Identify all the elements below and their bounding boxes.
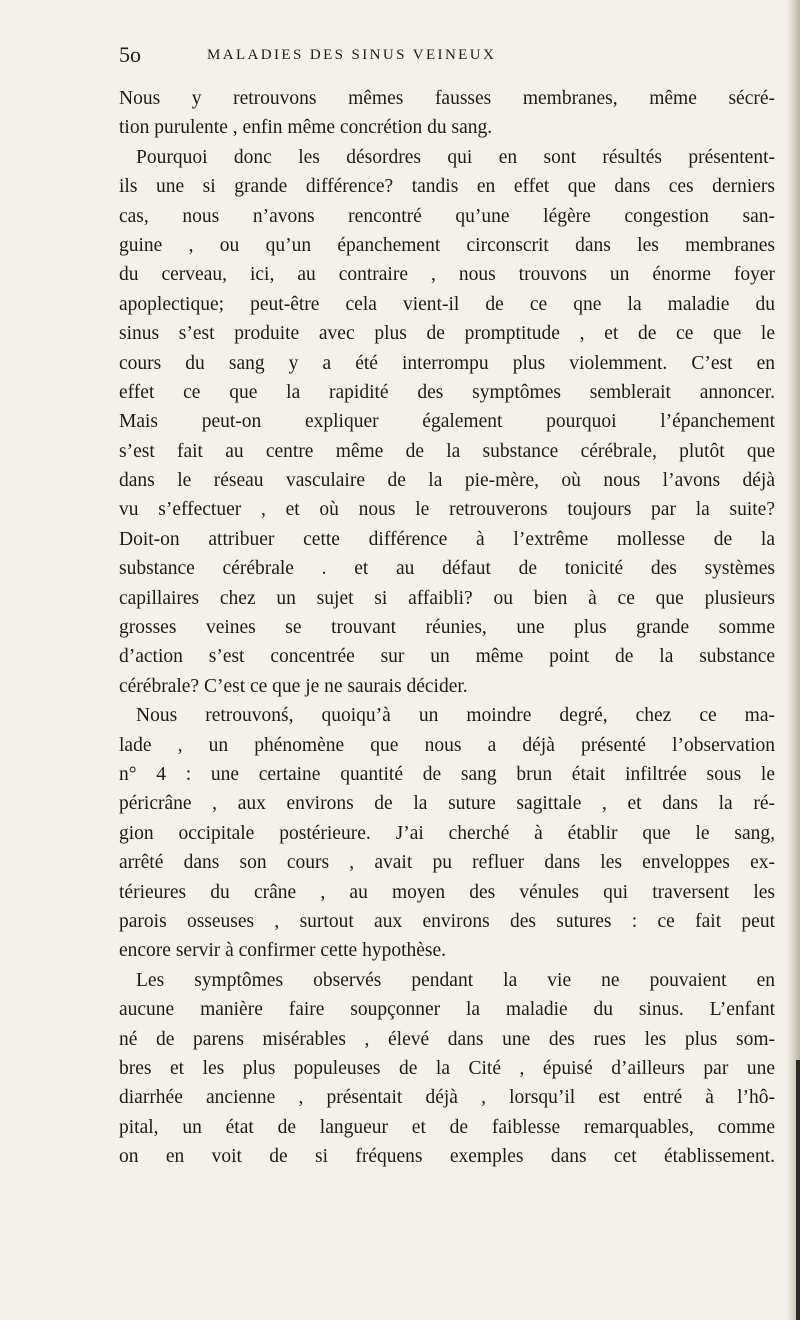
text-line: tion purulente , enfin même concrétion du sang.	[119, 117, 493, 139]
body-text	[119, 84, 775, 1171]
text-line: aucune manière faire soupçonner la maladie du sinus. L’enfant	[119, 999, 775, 1021]
text-line: capillaires chez un sujet si affaibli? ou bien à ce que plusieurs	[119, 587, 775, 609]
text-line: guine , ou qu’un épanchement circonscrit dans les membranes	[119, 234, 775, 256]
text-line: parois osseuses , surtout aux environs des sutures : ce fait peut	[119, 910, 775, 932]
text-line: bres et les plus populeuses de la Cité , épuisé d’ailleurs par une	[119, 1057, 775, 1079]
text-line: Mais peut-on expliquer également pourquoi l’épanchement	[119, 411, 775, 433]
text-line: du cerveau, ici, au contraire , nous trouvons un énorme foyer	[119, 264, 775, 286]
text-line: Pourquoi donc les désordres qui en sont résultés présentent-	[136, 146, 775, 168]
text-line: térieures du crâne , au moyen des vénules qui traversent les	[119, 881, 775, 903]
text-line: Nous retrouvonś, quoiqu’à un moindre degré, chez ce ma-	[136, 705, 775, 727]
text-line: s’est fait au centre même de la substance cérébrale, plutôt que	[119, 440, 775, 462]
text-line: gion occipitale postérieure. J’ai cherché à établir que le sang,	[119, 822, 775, 844]
text-line: cérébrale? C’est ce que je ne saurais décider.	[119, 675, 468, 697]
text-line: grosses veines se trouvant réunies, une plus grande somme	[119, 617, 775, 639]
text-line: péricrâne , aux environs de la suture sagittale , et dans la ré-	[119, 793, 775, 815]
text-line: pital, un état de langueur et de faiblesse remarquables, comme	[119, 1116, 775, 1138]
text-line: dans le réseau vasculaire de la pie-mère, où nous l’avons déjà	[119, 470, 775, 492]
text-line: apoplectique; peut-être cela vient-il de ce qne la maladie du	[119, 293, 775, 315]
text-line: ils une si grande différence? tandis en effet que dans ces derniers	[119, 176, 775, 198]
text-line: lade , un phénomène que nous a déjà présenté l’observation	[119, 734, 775, 756]
text-line: substance cérébrale . et au défaut de tonicité des systèmes	[119, 558, 775, 580]
text-line: né de parens misérables , élevé dans une des rues les plus som-	[119, 1028, 775, 1050]
text-line: arrêté dans son cours , avait pu refluer dans les enveloppes ex-	[119, 852, 775, 874]
text-line: encore servir à confirmer cette hypothèse.	[119, 940, 447, 962]
page-header	[119, 42, 719, 72]
text-line: Les symptômes observés pendant la vie ne pouvaient en	[136, 969, 775, 991]
text-line: cas, nous n’avons rencontré qu’une légère congestion san-	[119, 205, 775, 227]
page-number: 5o	[119, 42, 141, 67]
page-edge-binding	[796, 1060, 800, 1320]
text-line: diarrhée ancienne , présentait déjà , lorsqu’il est entré à l’hô-	[119, 1087, 775, 1109]
running-title: MALADIES DES SINUS VEINEUX	[207, 47, 497, 63]
text-line: d’action s’est concentrée sur un même point de la substance	[119, 646, 775, 668]
text-line: n° 4 : une certaine quantité de sang brun était infiltrée sous le	[119, 763, 775, 785]
text-line: vu s’effectuer , et où nous le retrouverons toujours par la suite?	[119, 499, 775, 521]
text-line: Nous y retrouvons mêmes fausses membranes, même sécré-	[119, 88, 775, 109]
text-line: effet ce que la rapidité des symptômes semblerait annoncer.	[119, 381, 775, 403]
text-line: Doit-on attribuer cette différence à l’extrême mollesse de la	[119, 528, 775, 550]
text-line: sinus s’est produite avec plus de promptitude , et de ce que le	[119, 323, 775, 345]
text-line: on en voit de si fréquens exemples dans cet établissement.	[119, 1146, 775, 1168]
text-line: cours du sang y a été interrompu plus violemment. C’est en	[119, 352, 775, 374]
